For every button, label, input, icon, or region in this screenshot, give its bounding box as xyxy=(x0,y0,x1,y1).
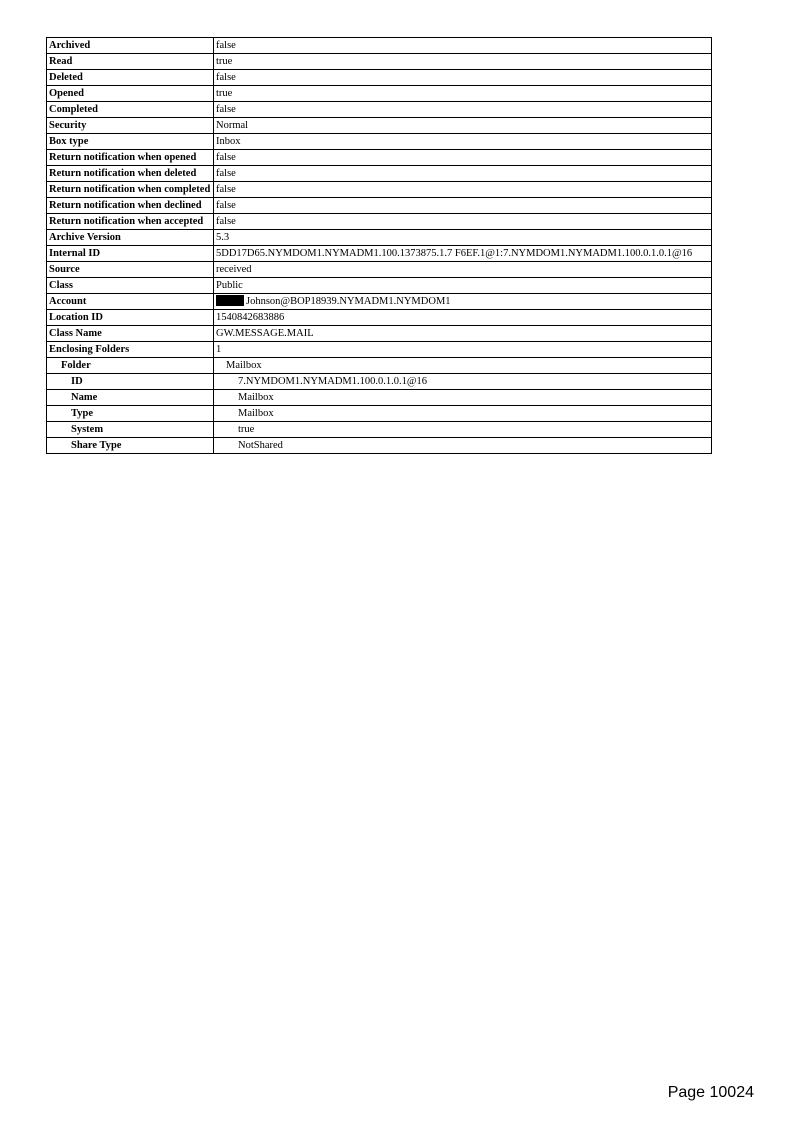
table-row xyxy=(47,150,712,166)
row-label: Completed xyxy=(47,102,214,118)
table-row xyxy=(47,358,712,374)
row-value: received xyxy=(214,262,712,278)
row-label: Location ID xyxy=(47,310,214,326)
table-row xyxy=(47,86,712,102)
row-label: Class xyxy=(47,278,214,294)
row-value: Mailbox xyxy=(214,390,712,406)
table-row xyxy=(47,118,712,134)
table-row xyxy=(47,246,712,262)
page-number: Page 10024 xyxy=(667,1084,754,1101)
row-value: NotShared xyxy=(214,438,712,454)
row-value xyxy=(214,294,712,310)
row-value: true xyxy=(214,54,712,70)
row-value: Mailbox xyxy=(214,358,712,374)
table-row xyxy=(47,230,712,246)
row-label: ID xyxy=(47,374,214,390)
row-label: Security xyxy=(47,118,214,134)
row-label: Box type xyxy=(47,134,214,150)
row-label: Return notification when completed xyxy=(47,182,214,198)
row-value: Inbox xyxy=(214,134,712,150)
row-value: false xyxy=(214,182,712,198)
table-row xyxy=(47,198,712,214)
row-label: System xyxy=(47,422,214,438)
table-row xyxy=(47,70,712,86)
table-row xyxy=(47,182,712,198)
table-row xyxy=(47,134,712,150)
row-value: 5.3 xyxy=(214,230,712,246)
table-row xyxy=(47,278,712,294)
row-label: Return notification when declined xyxy=(47,198,214,214)
row-label: Deleted xyxy=(47,70,214,86)
table-row xyxy=(47,326,712,342)
row-label: Account xyxy=(47,294,214,310)
row-value: true xyxy=(214,86,712,102)
row-value: Mailbox xyxy=(214,406,712,422)
row-label: Name xyxy=(47,390,214,406)
table-row xyxy=(47,262,712,278)
table-row xyxy=(47,54,712,70)
row-value: Public xyxy=(214,278,712,294)
row-value: true xyxy=(214,422,712,438)
row-value: Normal xyxy=(214,118,712,134)
row-label: Opened xyxy=(47,86,214,102)
row-label: Return notification when opened xyxy=(47,150,214,166)
row-label: Read xyxy=(47,54,214,70)
row-value: GW.MESSAGE.MAIL xyxy=(214,326,712,342)
row-label: Class Name xyxy=(47,326,214,342)
table-row xyxy=(47,342,712,358)
properties-table xyxy=(46,37,712,454)
redaction-box xyxy=(216,295,244,306)
row-value: 7.NYMDOM1.NYMADM1.100.0.1.0.1@16 xyxy=(214,374,712,390)
row-label: Archived xyxy=(47,38,214,54)
row-label: Type xyxy=(47,406,214,422)
table-row xyxy=(47,214,712,230)
row-label: Return notification when accepted xyxy=(47,214,214,230)
row-label: Source xyxy=(47,262,214,278)
row-value: 1540842683886 xyxy=(214,310,712,326)
row-label: Share Type xyxy=(47,438,214,454)
table-row xyxy=(47,390,712,406)
table-row xyxy=(47,294,712,310)
table-row xyxy=(47,166,712,182)
row-label: Folder xyxy=(47,358,214,374)
table-row xyxy=(47,38,712,54)
table-row xyxy=(47,374,712,390)
row-value: false xyxy=(214,214,712,230)
row-value: false xyxy=(214,102,712,118)
table-row xyxy=(47,422,712,438)
row-value: 1 xyxy=(214,342,712,358)
row-value: 5DD17D65.NYMDOM1.NYMADM1.100.1373875.1.7 F6EF.1@1:7.NYMDOM1.NYMADM1.100.0.1.0.1@16 xyxy=(214,246,712,262)
row-label: Return notification when deleted xyxy=(47,166,214,182)
account-text: Johnson@BOP18939.NYMADM1.NYMDOM1 xyxy=(246,296,451,307)
table-row xyxy=(47,406,712,422)
row-value: false xyxy=(214,70,712,86)
table-row xyxy=(47,102,712,118)
row-label: Archive Version xyxy=(47,230,214,246)
table-row xyxy=(47,438,712,454)
row-value: false xyxy=(214,150,712,166)
row-label: Internal ID xyxy=(47,246,214,262)
table-row xyxy=(47,310,712,326)
row-value: false xyxy=(214,198,712,214)
row-value: false xyxy=(214,166,712,182)
row-label: Enclosing Folders xyxy=(47,342,214,358)
row-value: false xyxy=(214,38,712,54)
